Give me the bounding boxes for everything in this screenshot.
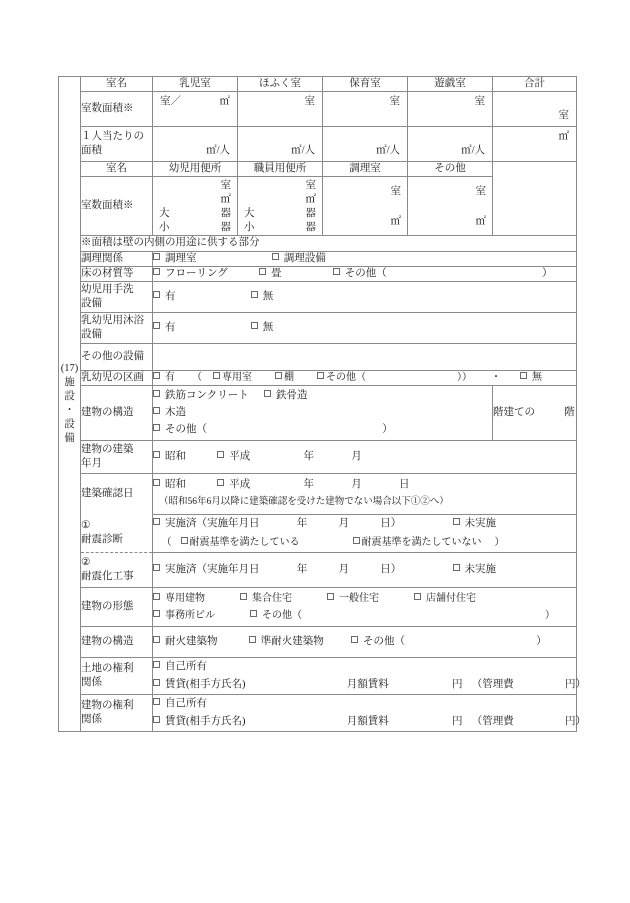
floor-option-other-label: その他（	[344, 267, 387, 279]
building-form-label: 建物の形態	[81, 588, 153, 627]
checkbox-icon[interactable]	[153, 322, 160, 329]
form-option-other-label: その他（	[262, 609, 302, 621]
room-table-1-header-row	[59, 77, 577, 92]
land-rights-label-line1: 土地の権利	[81, 662, 134, 674]
area-per-person-crawling[interactable]	[238, 127, 323, 162]
child-toilet-small-unit: 器	[220, 222, 231, 234]
infant-partition-label: 乳幼児の区画	[81, 370, 153, 385]
room-cell-crawling-rooms: 室	[304, 96, 315, 108]
floor-material-row	[59, 266, 577, 281]
checkbox-icon[interactable]	[453, 518, 460, 525]
land-rights-rent-label: 賃貸(相手方氏名)	[165, 678, 246, 690]
checkbox-icon[interactable]	[414, 593, 421, 600]
area-per-person-label-line2: 面積	[81, 145, 102, 157]
structure-option-other[interactable]	[153, 423, 207, 437]
area-note-row	[59, 236, 577, 251]
checkbox-icon[interactable]	[153, 479, 160, 486]
room-cell-nursery[interactable]	[323, 92, 408, 127]
toilet-cell-child[interactable]	[153, 177, 238, 236]
form-option-house-label: 一般住宅	[339, 593, 379, 605]
seismic-retrofit-done-label: 実施済（実施年月日	[165, 563, 260, 575]
confirm-month-unit: 月	[351, 479, 362, 491]
other-equipment-value[interactable]	[153, 343, 577, 370]
child-washbasin-row	[59, 281, 577, 312]
building-structure-1-label: 建物の構造	[81, 386, 153, 441]
seismic-diagnosis-label	[81, 514, 153, 553]
build-year-label	[81, 441, 153, 474]
child-toilet-area: ㎡	[220, 194, 231, 206]
child-toilet-big-label: 大	[159, 208, 170, 220]
section-number: (17)	[60, 362, 79, 374]
room-table-2-col-name: 室名	[81, 162, 153, 177]
checkbox-icon[interactable]	[264, 390, 271, 397]
seismic-retrofit-not-done[interactable]	[453, 563, 497, 577]
checkbox-icon[interactable]	[259, 268, 266, 275]
form-option-apartment[interactable]	[240, 592, 292, 606]
cooking-label: 調理関係	[81, 251, 153, 266]
checkbox-icon[interactable]	[251, 291, 258, 298]
seismic-diagnosis-done-label: 実施済（実施年月日	[165, 518, 260, 530]
land-rights-own-label: 自己所有	[165, 661, 207, 673]
checkbox-icon[interactable]	[153, 610, 160, 617]
checkbox-icon[interactable]	[333, 268, 340, 275]
build-year-row	[59, 441, 577, 474]
form-option-house[interactable]	[327, 592, 379, 606]
other-equipment-label: その他の設備	[81, 343, 153, 370]
confirm-era-showa[interactable]	[153, 478, 186, 492]
checkbox-icon[interactable]	[153, 716, 160, 723]
land-rights-options	[153, 658, 586, 695]
infant-bath-option-yes-label: 有	[165, 321, 176, 333]
seismic-diagnosis-not-done-label: 未実施	[464, 518, 496, 530]
checkbox-icon[interactable]	[153, 679, 160, 686]
checkbox-icon[interactable]	[153, 407, 160, 414]
area-per-person-row	[59, 127, 577, 162]
structure-option-wood-label: 木造	[165, 406, 186, 418]
room-cell-other[interactable]	[408, 177, 493, 236]
form-page	[58, 76, 586, 732]
building-floors-prefix: 階建ての	[493, 406, 535, 418]
seismic-diagnosis-row	[59, 514, 577, 553]
checkbox-icon[interactable]	[213, 372, 220, 379]
floor-option-other[interactable]	[333, 267, 387, 281]
building-rights-label	[81, 695, 153, 732]
room-cell-playroom-rooms: 室	[474, 96, 485, 108]
fire-option-semi-fireproof[interactable]	[249, 635, 324, 649]
area-per-person-crawling-value: ㎡/人	[291, 145, 315, 156]
building-rights-options	[153, 695, 586, 732]
building-rights-row	[59, 695, 577, 732]
area-per-person-playroom-value: ㎡/人	[461, 145, 485, 156]
seismic-retrofit-day-unit: 日）	[380, 563, 402, 575]
staff-toilet-small-unit: 器	[305, 222, 316, 234]
child-toilet-small-label: 小	[159, 222, 170, 234]
build-confirm-date-label: 建築確認日	[81, 474, 153, 515]
checkbox-icon[interactable]	[153, 661, 160, 668]
building-floors-suffix: 階	[564, 406, 575, 418]
build-year-label-line1: 建物の建築	[81, 443, 134, 455]
building-structure-2-label: 建物の構造	[81, 627, 153, 658]
child-washbasin-label-line2: 設備	[81, 297, 102, 309]
form-option-office-label: 事務所ビル	[165, 609, 215, 621]
checkbox-icon[interactable]	[153, 698, 160, 705]
staff-toilet-small-label: 小	[244, 222, 255, 234]
infant-partition-no[interactable]	[520, 371, 542, 385]
building-structure-2-options	[153, 627, 577, 658]
staff-toilet-rooms: 室	[305, 180, 316, 192]
infant-partition-separator: ・	[491, 372, 501, 384]
checkbox-icon[interactable]	[153, 291, 160, 298]
checkbox-icon[interactable]	[317, 372, 324, 379]
seismic-retrofit-year-unit: 年	[296, 563, 308, 575]
build-year-era-showa[interactable]	[153, 450, 186, 464]
room-cell-infant-area: ㎡	[219, 96, 230, 108]
area-per-person-nursery[interactable]	[323, 127, 408, 162]
checkbox-icon[interactable]	[520, 372, 527, 379]
infant-bath-label-line2: 設備	[81, 328, 102, 340]
infant-bath-label	[81, 312, 153, 343]
build-year-unit: 年	[303, 450, 314, 462]
child-washbasin-label-line1: 幼児用手洗	[81, 283, 134, 295]
fire-option-fireproof[interactable]	[153, 635, 218, 649]
confirm-day-unit: 日	[399, 479, 410, 491]
staff-toilet-big-unit: 器	[305, 208, 316, 220]
room-table-1-col-nursery: 保育室	[323, 77, 408, 92]
confirm-era-heisei[interactable]	[217, 478, 250, 492]
confirm-year-unit: 年	[303, 479, 314, 491]
area-per-person-playroom[interactable]	[408, 127, 493, 162]
room-cell-nursery-rooms: 室	[389, 96, 400, 108]
other-rooms: 室	[475, 186, 486, 198]
land-rights-mgmt-yen: 円）	[565, 678, 586, 690]
seismic-retrofit-month-unit: 月	[338, 563, 349, 575]
section-label-char-1: 設	[64, 390, 75, 402]
infant-partition-sub-other[interactable]	[317, 371, 366, 385]
facility-equipment-form	[58, 76, 586, 732]
seismic-retrofit-label-text: 耐震化工事	[81, 571, 134, 583]
structure-option-close-paren: ）	[382, 424, 393, 436]
room-cell-infant-rooms: 室／	[160, 96, 181, 108]
land-rights-label	[81, 658, 153, 695]
cooking-options	[153, 251, 577, 266]
structure-option-rc[interactable]	[153, 389, 249, 403]
form-option-shop-house-label: 店舗付住宅	[426, 593, 476, 605]
land-rights-row	[59, 658, 577, 695]
build-year-era-heisei-label: 平成	[229, 450, 251, 462]
floor-option-close-paren: ）	[542, 267, 553, 279]
room-count-area-row-2	[59, 177, 577, 236]
child-washbasin-label	[81, 281, 153, 312]
structure-option-steel[interactable]	[264, 389, 308, 403]
structure-option-rc-label: 鉄筋コンクリート	[165, 389, 249, 401]
room-cell-total[interactable]	[493, 92, 577, 127]
checkbox-icon[interactable]	[217, 479, 224, 486]
seismic-retrofit-row	[59, 553, 577, 588]
room-cell-playroom[interactable]	[408, 92, 493, 127]
form-option-apartment-label: 集合住宅	[252, 593, 292, 605]
infant-bath-option-no-label: 無	[262, 321, 274, 333]
section-label-char-2: ・	[64, 405, 75, 417]
staff-toilet-big-label: 大	[244, 208, 255, 220]
seismic-retrofit-label	[81, 553, 153, 588]
room-table-2-col-blank	[493, 162, 577, 177]
build-year-label-line2: 年月	[81, 458, 102, 470]
building-form-options	[153, 588, 577, 627]
floor-option-flooring[interactable]	[153, 267, 228, 281]
seismic-diagnosis-sub-open: （	[161, 536, 172, 548]
fire-option-fireproof-label: 耐火建築物	[165, 635, 218, 647]
checkbox-icon[interactable]	[327, 593, 334, 600]
checkbox-icon[interactable]	[272, 253, 279, 260]
seismic-diagnosis-label-text: 耐震診断	[81, 534, 123, 546]
room-cell-total-rooms: 室	[558, 110, 569, 121]
other-area: ㎡	[475, 216, 486, 228]
building-rights-rent-label: 賃貸(相手方氏名)	[165, 715, 246, 727]
building-rights-own[interactable]	[153, 697, 207, 711]
section-label-char-4: 備	[64, 433, 75, 445]
build-confirm-date-row	[59, 474, 577, 515]
room-cell-infant[interactable]	[153, 92, 238, 127]
cooking-option-kitchen[interactable]	[153, 252, 197, 266]
building-structure-1-options	[153, 386, 493, 441]
infant-partition-sub-shelf-label: 棚	[284, 372, 294, 384]
floor-option-flooring-label: フローリング	[165, 267, 228, 279]
child-washbasin-option-no-label: 無	[262, 290, 274, 302]
area-per-person-total-value: ㎡	[558, 131, 569, 143]
confirm-era-showa-label: 昭和	[165, 479, 186, 491]
infant-bath-options	[153, 312, 577, 343]
form-option-shop-house[interactable]	[414, 592, 476, 606]
area-per-person-infant[interactable]	[153, 127, 238, 162]
room-table-1-col-crawling: ほふく室	[238, 77, 323, 92]
cooking-option-kitchen-label: 調理室	[165, 252, 197, 264]
fire-option-close-paren: ）	[536, 635, 547, 647]
area-per-person-nursery-value: ㎡/人	[376, 145, 400, 156]
build-year-era-showa-label: 昭和	[165, 450, 186, 462]
area-per-person-label	[81, 127, 153, 162]
room-table-2-header-row	[59, 162, 577, 177]
area-note: ※面積は壁の内側の用途に供する部分	[81, 236, 577, 251]
infant-partition-row	[59, 370, 577, 385]
infant-bath-option-no[interactable]	[251, 321, 274, 335]
other-equipment-row	[59, 343, 577, 370]
seismic-retrofit-num: ②	[81, 556, 91, 568]
cooking-option-facility-label: 調理設備	[283, 252, 326, 264]
child-washbasin-options	[153, 281, 577, 312]
cooking-row	[59, 251, 577, 266]
checkbox-icon[interactable]	[153, 253, 160, 260]
infant-partition-sub-private[interactable]	[213, 371, 252, 385]
section-label-char-0: 施	[64, 376, 75, 388]
seismic-diagnosis-done[interactable]	[153, 517, 260, 531]
child-washbasin-option-yes[interactable]	[153, 290, 176, 304]
room-count-area-row-1	[59, 92, 577, 127]
building-rights-yen: 円	[452, 715, 463, 727]
checkbox-icon[interactable]	[153, 518, 160, 525]
seismic-retrofit-done[interactable]	[153, 563, 260, 577]
checkbox-icon[interactable]	[153, 593, 160, 600]
child-washbasin-option-yes-label: 有	[165, 290, 176, 302]
room-table-2-col-other: その他	[408, 162, 493, 177]
seismic-diagnosis-month-unit: 月	[338, 518, 349, 530]
build-month-unit: 月	[351, 450, 362, 462]
room-count-area-label-1: 室数面積※	[81, 92, 153, 127]
infant-partition-open-paren: （	[192, 372, 202, 384]
structure-option-wood[interactable]	[153, 406, 186, 420]
structure-option-steel-label: 鉄骨造	[276, 389, 308, 401]
room-table-2-col-staff-toilet: 職員用便所	[238, 162, 323, 177]
building-rights-own-label: 自己所有	[165, 698, 207, 710]
fire-option-other-label: その他（	[363, 635, 405, 647]
seismic-diagnosis-not-meets-label: 耐震基準を満たしていない	[361, 536, 482, 548]
infant-partition-sub-other-label: その他（	[326, 372, 366, 384]
room-table-1-col-playroom: 遊戯室	[408, 77, 493, 92]
room-cell-crawling[interactable]	[238, 92, 323, 127]
building-form-row	[59, 588, 577, 627]
floor-material-options	[153, 266, 577, 281]
building-rights-mgmt-yen: 円）	[565, 715, 586, 727]
infant-partition-options	[153, 370, 577, 385]
checkbox-icon[interactable]	[249, 636, 256, 643]
room-table-2-col-kitchen: 調理室	[323, 162, 408, 177]
land-rights-mgmt-label: （管理費	[471, 678, 514, 690]
building-rights-monthly-rent-label: 月額賃料	[346, 715, 389, 727]
staff-toilet-area: ㎡	[305, 194, 316, 206]
infant-partition-yes-label: 有	[165, 372, 175, 384]
floor-material-label: 床の材質等	[81, 266, 153, 281]
land-rights-monthly-rent-label: 月額賃料	[346, 678, 389, 690]
fire-option-other[interactable]	[351, 635, 405, 649]
build-year-fields	[153, 441, 577, 474]
checkbox-icon[interactable]	[153, 372, 160, 379]
seismic-retrofit-not-done-label: 未実施	[464, 563, 496, 575]
checkbox-icon[interactable]	[453, 564, 460, 571]
build-confirm-date-fields	[153, 474, 577, 515]
infant-partition-sub-shelf[interactable]	[275, 371, 294, 385]
area-per-person-infant-value: ㎡/人	[206, 145, 230, 156]
area-per-person-label-line1: １人当たりの	[81, 131, 144, 142]
build-confirm-date-note: （昭和56年6月以降に建築確認を受けた建物でない場合以下①②へ）	[159, 497, 449, 508]
building-structure-1-row	[59, 386, 577, 441]
kitchen-rooms: 室	[390, 186, 401, 198]
form-option-other[interactable]	[250, 609, 302, 623]
infant-bath-row	[59, 312, 577, 343]
seismic-diagnosis-not-meets[interactable]	[353, 536, 482, 550]
floor-option-tatami-label: 畳	[271, 267, 282, 279]
cooking-option-facility[interactable]	[272, 252, 326, 266]
infant-bath-label-line1: 乳幼児用沐浴	[81, 314, 144, 326]
child-toilet-rooms: 室	[220, 180, 231, 192]
section-label-cell	[59, 77, 81, 732]
checkbox-icon[interactable]	[275, 372, 282, 379]
checkbox-icon[interactable]	[353, 537, 360, 544]
land-rights-own[interactable]	[153, 660, 207, 674]
form-option-close-paren: ）	[545, 609, 555, 621]
room-table-1-col-name: 室名	[81, 77, 153, 92]
checkbox-icon[interactable]	[153, 424, 160, 431]
section-label-char-3: 設	[64, 419, 75, 431]
checkbox-icon[interactable]	[217, 451, 224, 458]
floor-option-tatami[interactable]	[259, 267, 282, 281]
seismic-diagnosis-day-unit: 日）	[380, 518, 402, 530]
building-rights-label-line1: 建物の権利	[81, 699, 134, 711]
seismic-diagnosis-fields	[153, 514, 577, 553]
room-count-area-label-2: 室数面積※	[81, 177, 153, 236]
child-washbasin-option-no[interactable]	[251, 290, 274, 304]
infant-partition-yes[interactable]	[153, 371, 175, 385]
room-cell-blank-2	[493, 177, 577, 236]
area-per-person-total[interactable]	[493, 127, 577, 162]
seismic-diagnosis-not-done[interactable]	[453, 517, 497, 531]
confirm-era-heisei-label: 平成	[229, 479, 251, 491]
checkbox-icon[interactable]	[153, 564, 160, 571]
room-cell-kitchen[interactable]	[323, 177, 408, 236]
checkbox-icon[interactable]	[153, 268, 160, 275]
infant-partition-close-parens: ））	[457, 372, 472, 384]
seismic-diagnosis-year-unit: 年	[296, 518, 308, 530]
structure-option-other-label: その他（	[165, 424, 207, 436]
building-floors-cell[interactable]	[493, 386, 577, 441]
form-option-office[interactable]	[153, 609, 215, 623]
infant-partition-sub-private-label: 専用室	[222, 372, 252, 384]
checkbox-icon[interactable]	[240, 593, 247, 600]
form-option-dedicated[interactable]	[153, 592, 205, 606]
checkbox-icon[interactable]	[153, 636, 160, 643]
checkbox-icon[interactable]	[153, 390, 160, 397]
seismic-retrofit-fields	[153, 553, 577, 588]
seismic-diagnosis-sub-close: ）	[494, 536, 505, 548]
seismic-diagnosis-meets[interactable]	[181, 536, 300, 550]
land-rights-rent[interactable]	[153, 678, 246, 692]
building-rights-label-line2: 関係	[81, 714, 102, 726]
building-rights-mgmt-label: （管理費	[471, 715, 514, 727]
infant-bath-option-yes[interactable]	[153, 321, 176, 335]
building-structure-2-row	[59, 627, 577, 658]
checkbox-icon[interactable]	[351, 636, 358, 643]
land-rights-label-line2: 関係	[81, 677, 102, 689]
room-table-2-col-child-toilet: 幼児用便所	[153, 162, 238, 177]
building-rights-rent[interactable]	[153, 715, 246, 729]
land-rights-yen: 円	[452, 678, 463, 690]
checkbox-icon[interactable]	[250, 610, 257, 617]
room-table-1-col-total: 合計	[493, 77, 577, 92]
toilet-cell-staff[interactable]	[238, 177, 323, 236]
kitchen-area: ㎡	[390, 216, 401, 228]
room-table-1-col-infant: 乳児室	[153, 77, 238, 92]
seismic-diagnosis-meets-label: 耐震基準を満たしている	[189, 536, 300, 548]
fire-option-semi-fireproof-label: 準耐火建築物	[260, 635, 324, 647]
build-year-era-heisei[interactable]	[217, 450, 250, 464]
child-toilet-big-unit: 器	[220, 208, 231, 220]
checkbox-icon[interactable]	[251, 322, 258, 329]
checkbox-icon[interactable]	[153, 451, 160, 458]
seismic-diagnosis-num: ①	[81, 519, 91, 531]
form-option-dedicated-label: 専用建物	[165, 593, 205, 605]
infant-partition-no-label: 無	[532, 372, 542, 384]
checkbox-icon[interactable]	[181, 537, 188, 544]
